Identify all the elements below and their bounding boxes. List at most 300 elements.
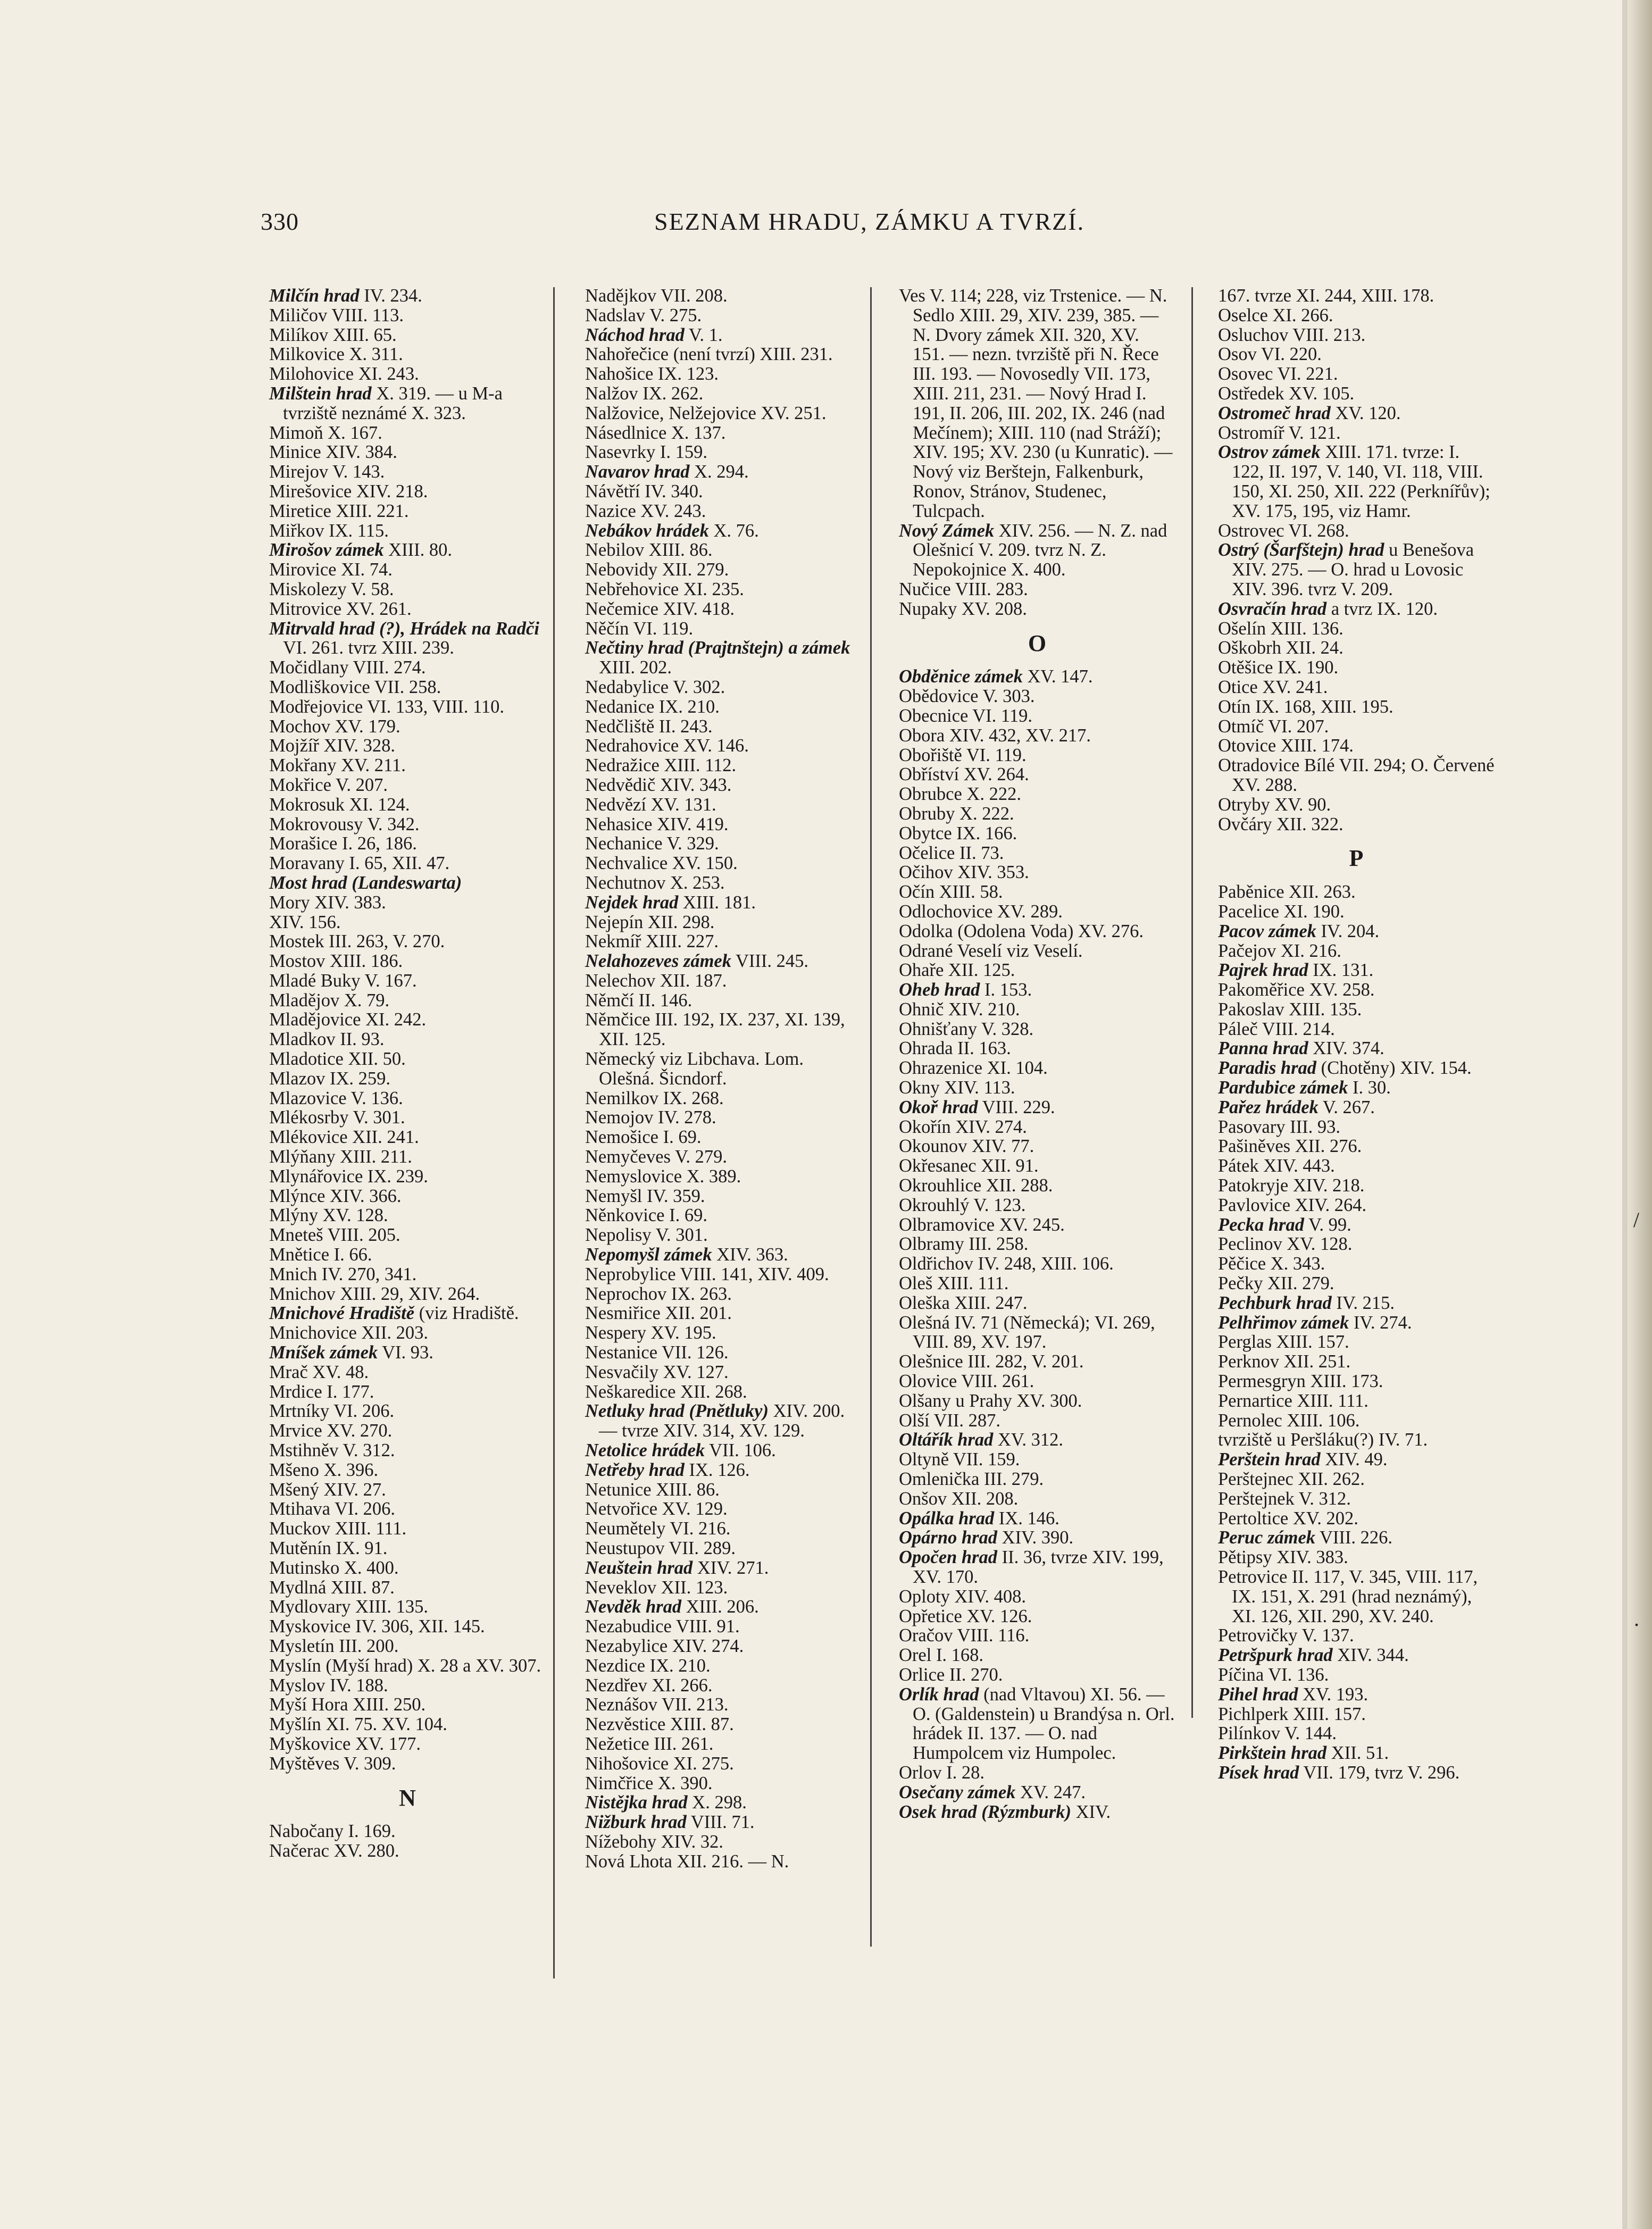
entry-reference: IV. 359. — [642, 1186, 705, 1206]
entry-name: Milohovice — [269, 364, 354, 385]
entry-name: Nehasice — [585, 814, 653, 834]
index-entry — [899, 1783, 1175, 1802]
index-entry — [269, 873, 546, 893]
index-entry — [1218, 619, 1495, 639]
index-entry — [585, 736, 862, 756]
index-entry — [585, 1167, 862, 1187]
index-entry — [899, 726, 1175, 746]
index-entry — [1218, 1352, 1495, 1372]
entry-name: Nepomyšl zámek — [585, 1245, 712, 1265]
entry-reference: XIII. 250. — [348, 1694, 426, 1715]
entry-name: Nemyšl — [585, 1186, 643, 1206]
entry-reference: XIII. 106. — [1282, 1410, 1360, 1431]
entry-reference: IX. 263. — [666, 1283, 732, 1304]
entry-name: Osvračín hrad — [1218, 598, 1327, 619]
entry-reference: XIV. 418. — [658, 598, 735, 619]
index-entry — [585, 1049, 862, 1089]
entry-name: Mnich — [269, 1264, 318, 1284]
index-entry — [899, 1313, 1175, 1353]
index-entry — [269, 1460, 546, 1480]
index-entry — [269, 384, 546, 423]
entry-reference: IV. 204. — [1316, 921, 1380, 941]
page-fold — [1622, 0, 1628, 2229]
entry-name: Náchod hrad — [585, 324, 685, 345]
entry-name: Olešnice — [899, 1351, 963, 1372]
entry-reference: VII. 289. — [664, 1538, 736, 1558]
index-entry — [1218, 1724, 1495, 1743]
index-entry — [269, 1597, 546, 1617]
entry-reference: III. 192, IX. 237, XI. 139, XII. 125. — [599, 1009, 845, 1050]
index-entry — [899, 1000, 1175, 1020]
index-entry — [269, 599, 546, 619]
entry-reference: V. 329. — [662, 833, 719, 854]
index-entry — [1218, 1391, 1495, 1411]
index-entry — [1218, 1332, 1495, 1352]
index-entry — [899, 1196, 1175, 1215]
entry-name: Pelhřimov zámek — [1218, 1312, 1349, 1333]
entry-reference: X. 343. — [1266, 1254, 1325, 1274]
index-entry — [1218, 1763, 1495, 1783]
entry-name: Nahošice — [585, 364, 654, 385]
entry-name: Olbramy — [899, 1234, 964, 1255]
index-entry — [899, 599, 1175, 619]
index-entry — [899, 1020, 1175, 1039]
index-entry — [585, 678, 862, 697]
entry-name: Otín — [1218, 696, 1251, 717]
entry-name: Nedvědič — [585, 774, 656, 795]
entry-name: Mlýňany — [269, 1147, 336, 1167]
entry-reference: I. 177. — [322, 1381, 374, 1402]
index-entry — [585, 619, 862, 639]
entry-name: Otryby — [1218, 794, 1270, 815]
entry-name: Nedabylice — [585, 677, 669, 697]
entry-name: Odrané Veselí — [899, 940, 1002, 961]
index-entry — [585, 560, 862, 580]
index-entry — [1218, 756, 1495, 795]
entry-name: Ostromíř — [1218, 422, 1284, 443]
entry-reference: XIV. 77. — [967, 1136, 1034, 1157]
entry-name: Muckov — [269, 1518, 330, 1539]
entry-name: Miretice — [269, 500, 331, 521]
index-entry — [1218, 1274, 1495, 1293]
index-entry — [269, 717, 546, 737]
index-entry — [1218, 1646, 1495, 1665]
entry-reference: XIII. 181. — [678, 892, 756, 913]
entry-name: Nebákov hrádek — [585, 520, 709, 541]
entry-name: Nejepín — [585, 912, 644, 932]
index-entry — [1218, 922, 1495, 941]
entry-name: Pecka hrad — [1218, 1214, 1304, 1235]
entry-name: Mladějov — [269, 990, 340, 1011]
entry-reference: I. 168. — [931, 1645, 984, 1666]
index-entry — [1218, 1313, 1495, 1333]
index-entry — [1218, 1411, 1495, 1431]
index-entry — [899, 1234, 1175, 1254]
index-entry — [899, 1215, 1175, 1235]
entry-reference: XV. 300. — [1012, 1390, 1082, 1411]
entry-name: Mimoň — [269, 422, 323, 443]
entry-reference: 167. tvrze XI. 244, XIII. 178. — [1218, 286, 1434, 306]
entry-name: Mladé Buky — [269, 970, 361, 991]
index-entry — [899, 1274, 1175, 1293]
index-entry — [269, 1715, 546, 1734]
index-entry — [269, 1754, 546, 1774]
index-entry — [269, 736, 546, 756]
entry-reference: VII. 287. — [929, 1410, 1001, 1431]
entry-name: Netvořice — [585, 1499, 658, 1520]
index-entry — [899, 902, 1175, 922]
entry-name: Okounov — [899, 1136, 967, 1157]
index-entry — [585, 834, 862, 854]
index-entry — [585, 1343, 862, 1363]
entry-name: Něnkovice — [585, 1205, 665, 1226]
entry-reference: XII. 123. — [656, 1577, 728, 1598]
entry-reference: X. 311. — [344, 344, 403, 365]
entry-name: Myslov — [269, 1675, 326, 1696]
entry-name: Ohrazenice — [899, 1058, 983, 1079]
index-entry — [585, 854, 862, 873]
entry-reference: VII. 294; O. Červené XV. 288. — [1232, 755, 1495, 795]
entry-reference: XIV. 374. — [1308, 1038, 1384, 1059]
index-entry — [1218, 1548, 1495, 1567]
entry-reference: IX. 168, XIII. 195. — [1250, 696, 1394, 717]
entry-name: Opočen hrad — [899, 1547, 997, 1568]
entry-name: Nadějkov — [585, 286, 657, 306]
entry-reference: X. 298. — [687, 1792, 747, 1813]
index-entry — [585, 364, 862, 384]
entry-name: Ostrovec — [1218, 520, 1284, 541]
entry-reference: XIII. 171. tvrze: I. 122, II. 197, V. 140, VI. 118, VIII. 150, XI. 250, XII. 222 (Perknířův); XV. 175, 195, viz Hamr. — [1232, 442, 1490, 521]
entry-name: Oldřichov — [899, 1254, 973, 1274]
index-entry — [1218, 1489, 1495, 1509]
index-entry — [1218, 882, 1495, 902]
index-entry — [269, 1245, 546, 1265]
entry-reference: XIV. 256. — N. Z. nad Olešnicí V. 209. tvrz N. Z. Nepokojnice X. 400. — [913, 520, 1167, 580]
index-entry — [585, 1695, 862, 1715]
entry-reference: XV. 247. — [1015, 1782, 1086, 1802]
entry-reference: XIII. 87. — [665, 1714, 734, 1735]
entry-reference: u Benešova XIV. 275. — O. hrad u Lovosic XIV. 396. tvrz V. 209. — [1232, 540, 1474, 599]
entry-name: Otěšice — [1218, 657, 1273, 678]
entry-name: Myskovice — [269, 1616, 351, 1637]
index-entry — [585, 502, 862, 521]
entry-name: Nistějka hrad — [585, 1792, 688, 1813]
entry-reference: XV. 289. — [992, 901, 1063, 922]
entry-name: Pernartice — [1218, 1390, 1292, 1411]
entry-name: Ohaře — [899, 960, 944, 981]
index-entry — [585, 1539, 862, 1558]
entry-reference: XV. 90. — [1270, 794, 1331, 815]
index-entry — [269, 951, 546, 971]
entry-name: Mirošov zámek — [269, 540, 384, 561]
index-entry — [1218, 1372, 1495, 1391]
entry-name: Ostrov zámek — [1218, 442, 1321, 463]
entry-reference: (nad Vltavou) XI. 56. — O. (Galdenstein) u Brandýsa n. Orl. hrádek II. 137. — O. nad Humpolcem viz Humpolec. — [913, 1684, 1175, 1764]
index-entry — [899, 687, 1175, 706]
index-entry — [269, 1676, 546, 1696]
index-entry — [269, 932, 546, 951]
index-entry — [585, 1499, 862, 1519]
entry-reference: V. 312. — [1294, 1488, 1351, 1509]
entry-reference: XV. 270. — [322, 1421, 393, 1441]
entry-name: Osluchov — [1218, 324, 1289, 345]
entry-name: Nesmiřice — [585, 1303, 661, 1324]
entry-name: Nedvězí — [585, 794, 646, 815]
entry-reference: VIII. 141, XIV. 409. — [675, 1264, 829, 1284]
index-entry — [1218, 384, 1495, 404]
entry-name: Pakoměřice — [1218, 980, 1305, 1000]
entry-reference: XV. 258. — [1304, 980, 1375, 1000]
entry-name: Osovec — [1218, 364, 1273, 385]
entry-reference: XV. 126. — [962, 1606, 1032, 1626]
entry-reference: XIII. 206. — [681, 1597, 759, 1617]
entry-name: Mladějovice — [269, 1009, 361, 1030]
index-entry — [585, 951, 862, 971]
entry-reference: XIII. 111. — [1292, 1390, 1369, 1411]
entry-name: Netolice hrádek — [585, 1440, 705, 1461]
entry-name: Orel — [899, 1645, 932, 1666]
entry-reference: XV. 195. — [646, 1323, 716, 1343]
page-edge — [1628, 0, 1652, 2229]
entry-reference: V. 301. — [348, 1107, 405, 1128]
entry-name: Omlenička — [899, 1469, 980, 1490]
index-entry — [585, 815, 862, 834]
entry-name: Mrvice — [269, 1421, 322, 1441]
entry-name: Ohrada — [899, 1038, 953, 1059]
entry-name: Pečky — [1218, 1273, 1263, 1294]
entry-reference: VI. 133, VIII. 110. — [363, 696, 505, 717]
index-entry — [899, 1685, 1175, 1763]
index-entry — [585, 1304, 862, 1323]
index-entry — [899, 1391, 1175, 1411]
entry-name: Mutinsko — [269, 1557, 340, 1578]
entry-name: Nupaky — [899, 598, 957, 619]
entry-reference: XIII. 157. — [1288, 1704, 1366, 1724]
index-entry — [585, 1676, 862, 1696]
entry-reference: X. 390. — [653, 1773, 713, 1793]
entry-name: Nelechov — [585, 970, 656, 991]
entry-name: Mrdice — [269, 1381, 322, 1402]
entry-reference: VII. 106. — [705, 1440, 776, 1461]
entry-reference: IX. 262. — [638, 383, 704, 404]
entry-reference: XI. 190. — [1279, 901, 1345, 922]
index-entry — [585, 423, 862, 443]
entry-reference: XIII. 202. — [599, 657, 672, 678]
entry-reference: XV. 261. — [341, 598, 412, 619]
entry-reference: XI. 242. — [361, 1009, 427, 1030]
entry-reference: VI. 221. — [1273, 364, 1338, 385]
entry-reference: XII. 279. — [1263, 1273, 1334, 1294]
entry-reference: IV. 234. — [359, 286, 422, 306]
entry-reference: XI. 75. XV. 104. — [321, 1714, 447, 1735]
entry-name: Pihel hrad — [1218, 1684, 1298, 1705]
entry-reference: XIII. 157. — [1271, 1332, 1349, 1353]
entry-name: Mostov — [269, 951, 326, 972]
index-entry — [585, 697, 862, 717]
index-entry — [269, 795, 546, 815]
index-entry — [269, 893, 546, 913]
entry-name: Netunice — [585, 1479, 652, 1500]
entry-reference: VIII. 229. — [978, 1097, 1055, 1117]
entry-reference: V. 312. — [338, 1440, 395, 1461]
entry-name: Mysletín — [269, 1635, 335, 1656]
entry-name: Mydlovary — [269, 1597, 351, 1617]
entry-name: Nechutnov — [585, 872, 666, 893]
index-entry — [269, 658, 546, 678]
entry-reference: XV. 48. — [307, 1362, 369, 1382]
entry-name: Miličov — [269, 305, 328, 325]
entry-name: Návětří — [585, 481, 640, 502]
entry-name: Orlov — [899, 1762, 942, 1783]
entry-reference: IX. 115. — [324, 520, 389, 541]
entry-reference: XIV. 353. — [953, 862, 1029, 883]
entry-name: Olšany u Prahy — [899, 1390, 1012, 1411]
entry-reference: XIV. 408. — [949, 1586, 1026, 1607]
entry-name: Otmíč — [1218, 716, 1264, 737]
entry-name: Myší Hora — [269, 1694, 348, 1715]
entry-reference: V. 123. — [969, 1195, 1026, 1215]
index-entry — [1218, 540, 1495, 599]
index-entry — [1218, 1078, 1495, 1098]
index-entry — [899, 1058, 1175, 1078]
entry-reference: XIV. 419. — [652, 814, 729, 834]
entry-name: Mnichové Hradiště — [269, 1303, 415, 1324]
entry-reference: I. 69. — [664, 1205, 707, 1226]
entry-name: Německý — [585, 1049, 656, 1070]
entry-name: Neznášov — [585, 1694, 658, 1715]
index-entry — [1218, 1039, 1495, 1058]
entry-name: Pařez hrádek — [1218, 1097, 1319, 1117]
entry-name: Mstihněv — [269, 1440, 339, 1461]
index-entry — [269, 1558, 546, 1578]
index-entry — [269, 1265, 546, 1284]
section-letter: P — [1349, 845, 1364, 872]
index-entry — [899, 1802, 1175, 1822]
entry-reference: VI. 268. — [1284, 520, 1349, 541]
entry-name: Mneteš — [269, 1225, 323, 1246]
entry-name: Most hrad (Landeswarta) — [269, 872, 462, 893]
entry-reference: XII. 268. — [675, 1381, 747, 1402]
entry-reference: viz Libchava. Lom. Olešná. Šicndorf. — [599, 1049, 804, 1089]
entry-reference: III. 279. — [979, 1469, 1044, 1490]
entry-reference: VII. 213. — [657, 1694, 729, 1715]
index-entry — [585, 795, 862, 815]
entry-name: Oheb hrad — [899, 980, 980, 1000]
entry-name: Ovčáry — [1218, 814, 1272, 834]
entry-reference: VII. 208. — [656, 286, 728, 306]
entry-name: Nebřehovice — [585, 579, 679, 599]
entry-name: Nemyčeves — [585, 1147, 671, 1167]
entry-name: Perštein hrad — [1218, 1449, 1321, 1470]
entry-name: Neuštein hrad — [585, 1557, 693, 1578]
entry-reference: VIII. 283. — [950, 579, 1028, 599]
entry-reference: III. 282, V. 201. — [963, 1351, 1084, 1372]
index-entry — [585, 1108, 862, 1128]
entry-name: Navarov hrad — [585, 462, 690, 482]
entry-reference: XI. 235. — [679, 579, 744, 599]
entry-name: Obytce — [899, 823, 952, 844]
index-entry — [269, 913, 546, 932]
index-entry — [585, 1245, 862, 1265]
entry-reference: IV. 215. — [1331, 1292, 1395, 1313]
entry-reference: (Chotěny) XIV. 154. — [1316, 1058, 1472, 1079]
entry-name: Paradis hrad — [1218, 1058, 1316, 1079]
entry-name: Pátek — [1218, 1156, 1259, 1176]
entry-reference: X. 76. — [708, 520, 759, 541]
index-entry — [899, 1411, 1175, 1431]
index-entry — [269, 1480, 546, 1500]
index-entry — [269, 1304, 546, 1323]
entry-name: Pětipsy — [1218, 1547, 1272, 1568]
entry-reference: IX. 91. — [331, 1538, 388, 1558]
entry-reference: IV. 270, 341. — [317, 1264, 417, 1284]
index-entry — [1218, 1215, 1495, 1235]
index-entry — [269, 1637, 546, 1656]
entry-reference: (viz Hradiště. — [414, 1303, 519, 1324]
index-entry — [899, 746, 1175, 765]
entry-name: Nestanice — [585, 1342, 658, 1363]
entry-name: Petršpurk hrad — [1218, 1645, 1333, 1666]
entry-reference: IX. 239. — [363, 1166, 428, 1187]
index-entry — [269, 1206, 546, 1225]
index-entry — [1218, 795, 1495, 815]
index-entry — [899, 667, 1175, 687]
entry-reference: XIV. 264. — [1290, 1195, 1367, 1215]
entry-reference: XIV. 274. — [950, 1116, 1027, 1137]
entry-reference: XI. 266. — [647, 1675, 713, 1696]
entry-reference: VIII. 113. — [327, 305, 404, 325]
entry-name: Obecnice — [899, 705, 969, 726]
entry-name: Okoř hrad — [899, 1097, 978, 1117]
index-entry — [1218, 1626, 1495, 1646]
entry-name: Nemojov — [585, 1107, 654, 1128]
index-entry — [269, 1167, 546, 1187]
index-entry — [585, 1578, 862, 1598]
entry-reference: XII. 298. — [643, 912, 715, 932]
entry-name: Pirkštein hrad — [1218, 1743, 1327, 1764]
entry-name: Mostek — [269, 931, 324, 952]
entry-name: Nečtiny hrad (Prajtnštejn) a zámek — [585, 638, 850, 658]
entry-name: Obořiště — [899, 745, 962, 765]
entry-reference: XIV. 363. — [712, 1245, 788, 1265]
index-entry — [585, 1460, 862, 1480]
entry-reference: XIII. 186. — [325, 951, 403, 972]
entry-reference: XII. 91. — [976, 1156, 1039, 1176]
entry-reference: XV. 128. — [1282, 1234, 1353, 1255]
index-entry — [585, 1754, 862, 1774]
index-entry — [269, 540, 546, 560]
entry-name: Petrovičky — [1218, 1625, 1298, 1646]
entry-name: Nemilkov — [585, 1088, 658, 1108]
entry-reference: XII. 187. — [655, 970, 727, 991]
entry-reference: IX. 268. — [658, 1088, 724, 1108]
entry-reference: XIV. 271. — [692, 1557, 769, 1578]
entry-name: Páleč — [1218, 1019, 1258, 1039]
entry-reference: XI. 275. — [669, 1753, 734, 1774]
entry-name: Pechburk hrad — [1218, 1292, 1332, 1313]
index-entry — [269, 521, 546, 541]
entry-reference: IV. 71. — [1374, 1430, 1428, 1450]
entry-name: Mitrvald hrad (?), Hrádek na Radči — [269, 618, 539, 639]
entry-reference: XIV. 366. — [325, 1186, 402, 1206]
index-entry — [269, 1617, 546, 1637]
index-entry — [269, 1734, 546, 1754]
entry-name: Pasovary — [1218, 1116, 1286, 1137]
entry-reference: viz Veselí. — [1002, 940, 1083, 961]
entry-name: Modliškovice — [269, 677, 370, 697]
index-entry — [899, 1117, 1175, 1137]
entry-reference: XIII. 58. — [935, 882, 1003, 903]
